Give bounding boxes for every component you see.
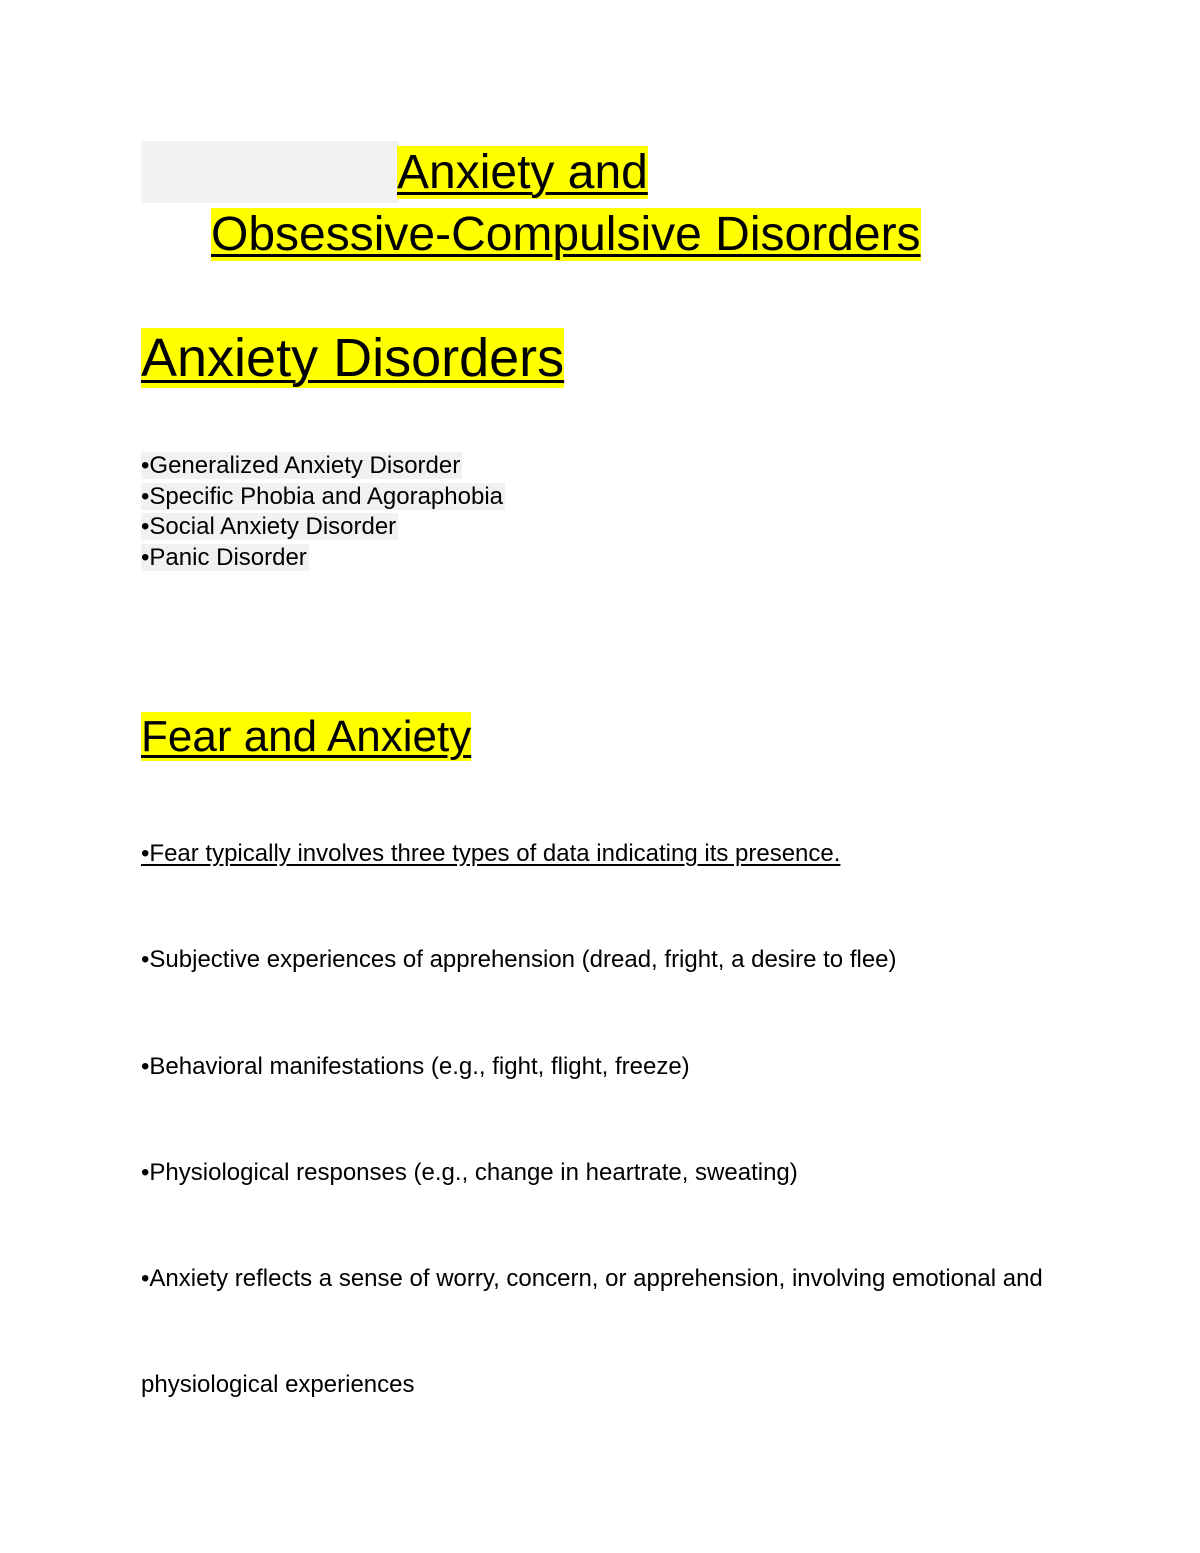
anxiety-disorders-list	[141, 451, 505, 573]
title-line-1-text: Anxiety and	[397, 146, 648, 199]
paragraph-anxiety-line-1: •Anxiety reflects a sense of worry, concern, or apprehension, involving emotional and	[141, 1265, 1043, 1292]
section-heading-anxiety-disorders	[141, 324, 564, 392]
paragraph-physiological: •Physiological responses (e.g., change in heartrate, sweating)	[141, 1159, 798, 1186]
section-heading-fear-and-anxiety-text: Fear and Anxiety	[141, 712, 472, 761]
title-shading	[141, 141, 399, 203]
paragraph-behavioral: •Behavioral manifestations (e.g., fight, flight, freeze)	[141, 1053, 690, 1080]
list-item: •Generalized Anxiety Disorder	[141, 452, 461, 479]
title-line-1	[397, 142, 648, 204]
paragraph-subjective: •Subjective experiences of apprehension (dread, fright, a desire to flee)	[141, 946, 897, 973]
section-heading-anxiety-disorders-text: Anxiety Disorders	[141, 328, 565, 388]
list-item: •Social Anxiety Disorder	[141, 513, 397, 540]
title-line-2-text: Obsessive-Compulsive Disorders	[211, 208, 921, 261]
paragraph-anxiety-line-2: physiological experiences	[141, 1371, 415, 1398]
title-line-2	[211, 204, 921, 266]
list-item: •Panic Disorder	[141, 543, 307, 571]
list-item: •Specific Phobia and Agoraphobia	[141, 482, 504, 510]
fear-lead-paragraph: •Fear typically involves three types of data indicating its presence.	[141, 840, 841, 867]
section-heading-fear-and-anxiety	[141, 709, 471, 765]
